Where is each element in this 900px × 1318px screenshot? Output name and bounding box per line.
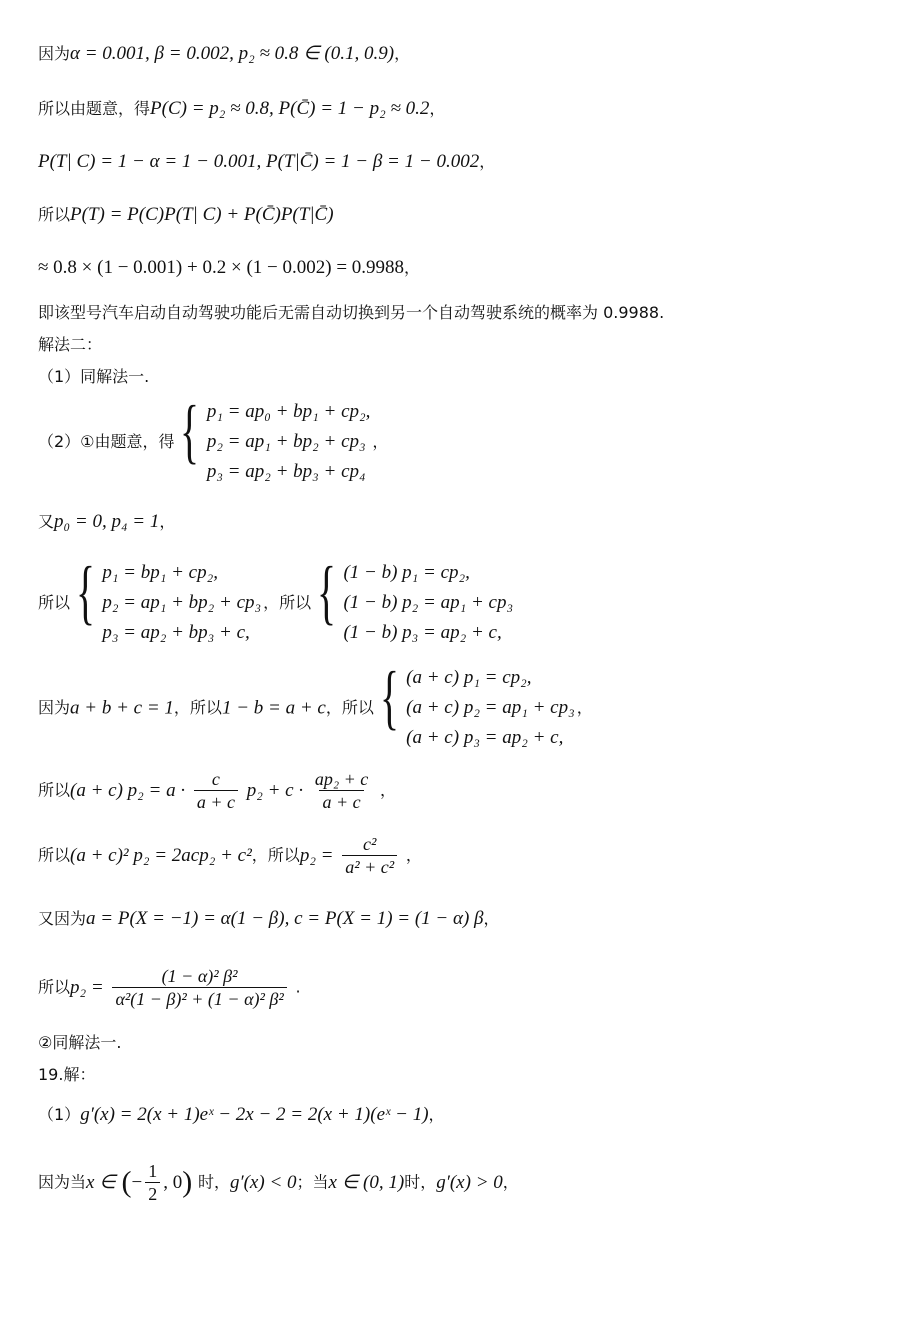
line-7-heading: 解法二：: [38, 335, 103, 354]
line-19: （1）g′(x) = 2(x + 1)eˣ − 2x − 2 = 2(x + 1)(eˣ − 1)，: [38, 1104, 445, 1125]
line-13-fractions: 所以(a + c) p₂ = a · $\frac{c}{a + c}$ p₂ + c · $\frac{\text{ap₂ + c}}{a + c}$ ，: [38, 769, 396, 812]
equation-system: { p₁ = bp₁ + cp₂, p₂ = ap₁ + bp₂ + cp₃ p₃ = ap₂ + bp₃ + c,: [75, 552, 262, 643]
line-11-systems: 所以 { p₁ = bp₁ + cp₂, p₂ = ap₁ + bp₂ + cp₃ p₃ = ap₂ + bp₃ + c, ，所以 { (1 − b) p₁ = cp₂, (1 − b) p₂ = ap₁ + cp₃ (1 − b) p₃ = ap₂ + c,: [38, 558, 515, 648]
equation-system-2: { (1 − b) p₁ = cp₂, (1 − b) p₂ = ap₁ + cp₃ (1 − b) p₃ = ap₂ + c,: [316, 552, 514, 643]
fraction: $\frac{\text{c²}}{\text{a² + c²}}$: [342, 833, 397, 878]
line-9-system: （2）①由题意，得 { p₁ = ap₀ + bp₁ + cp₂, p₂ = ap₁ + bp₂ + cp₃ p₃ = ap₂ + bp₃ + cp₄ ，: [38, 397, 388, 487]
fraction: $\frac{1}{2}$: [145, 1160, 160, 1205]
fraction: $\frac{c}{a + c}$: [194, 768, 238, 813]
line-6: 即该型号汽车启动自动驾驶功能后无需自动切换到另一个自动驾驶系统的概率为 0.9988.: [38, 303, 665, 322]
line-14-fraction: 所以(a + c)² p₂ = 2acp₂ + c²，所以p₂ = $\frac{\text{c²}}{\text{a² + c²}}$ ，: [38, 834, 422, 877]
line-17: ②同解法一.: [38, 1033, 122, 1052]
line-8: （1）同解法一.: [38, 367, 150, 386]
line-15: 又因为a = P(X = −1) = α(1 − β), c = P(X = 1) = (1 − α) β，: [38, 908, 500, 929]
line-18-heading: 19.解：: [38, 1065, 96, 1084]
fraction: $\frac{\text{ap₂ + c}}{a + c}$: [314, 769, 369, 812]
line-1: 因为α = 0.001, β = 0.002, p₂ ≈ 0.8 ∈ (0.1, 0.9)，: [38, 43, 411, 64]
line-2: 所以由题意，得P(C) = p₂ ≈ 0.8, P(C̄) = 1 − p₂ ≈ 0.2，: [38, 98, 446, 119]
equation-system: { (a + c) p₁ = cp₂, (a + c) p₂ = ap₁ + cp₃ (a + c) p₃ = ap₂ + c,: [379, 657, 575, 748]
line-10: 又p₀ = 0, p₄ = 1，: [38, 511, 176, 532]
line-3: P(T| C) = 1 − α = 1 − 0.001, P(T|C̄) = 1 − β = 1 − 0.002，: [38, 151, 496, 172]
fraction: $\frac{\text{(1 − α)² β²}}{\text{α²(1 − β)² + (1 − α)² β²}}$: [112, 965, 286, 1010]
line-5: ≈ 0.8 × (1 − 0.001) + 0.2 × (1 − 0.002) = 0.9988，: [38, 257, 421, 278]
line-16-fraction: 所以p₂ = $\frac{\text{(1 − α)² β²}}{\text{α²(1 − β)² + (1 − α)² β²}}$ .: [38, 966, 301, 1009]
equation-system: { p₁ = ap₀ + bp₁ + cp₂, p₂ = ap₁ + bp₂ + cp₃ p₃ = ap₂ + bp₃ + cp₄: [180, 391, 371, 482]
line-12-system: 因为a + b + c = 1，所以1 − b = a + c，所以 { (a + c) p₁ = cp₂, (a + c) p₂ = ap₁ + cp₃ (a + c) p₃ = ap₂ + c, ，: [38, 663, 593, 753]
line-20: 因为当x ∈ (− $\frac{1}{2}$ , 0) 时，g′(x) < 0；当x ∈ (0, 1)时，g′(x) > 0，: [38, 1161, 519, 1204]
line-4: 所以P(T) = P(C)P(T| C) + P(C̄)P(T|C̄): [38, 204, 334, 225]
